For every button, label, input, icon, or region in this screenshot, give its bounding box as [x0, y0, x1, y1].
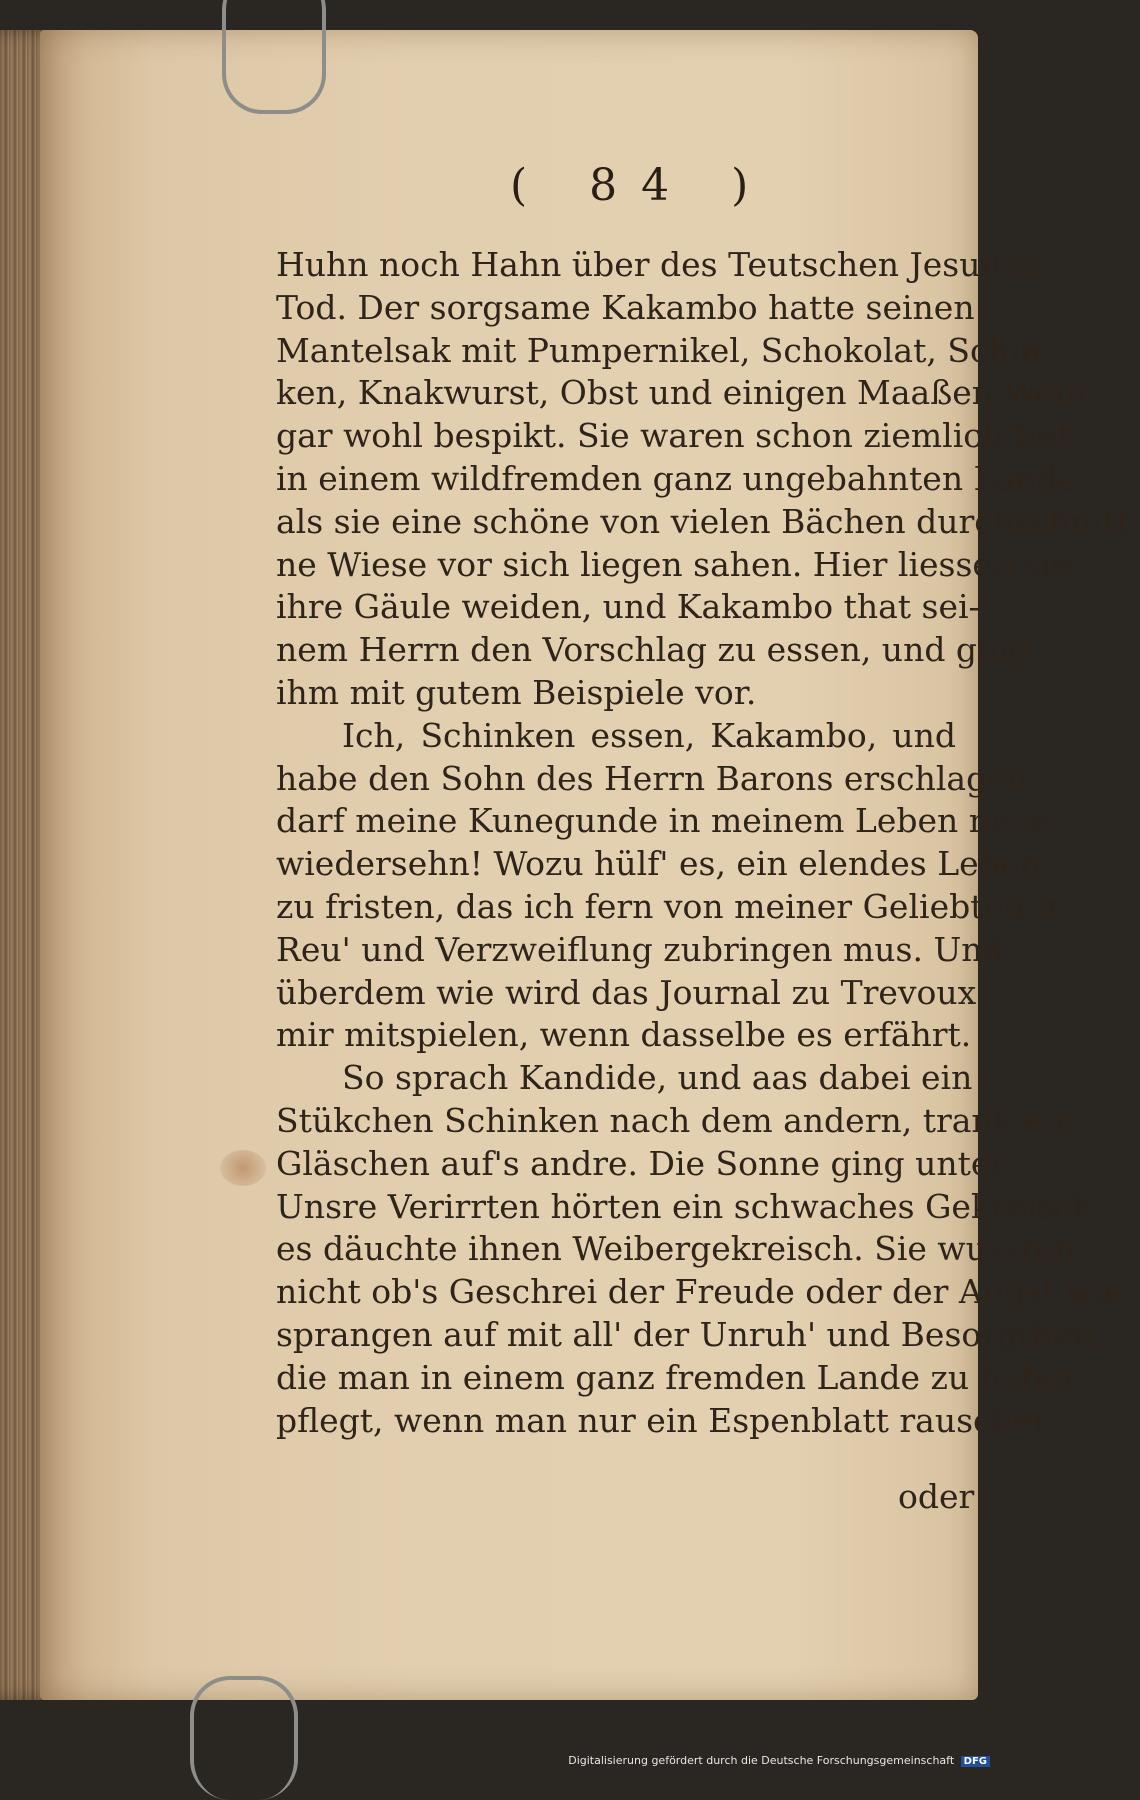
text-line: habe den Sohn des Herrn Barons erschlagen;: [276, 758, 1040, 798]
text-line: Mantelsak mit Pumpernikel, Schokolat, Schin-: [276, 330, 1053, 370]
catchword: oder: [898, 1477, 975, 1516]
text-line: die man in einem ganz fremden Lande zu haben: [276, 1357, 1083, 1397]
text-line: ihm mit gutem Beispiele vor.: [276, 672, 757, 712]
text-line: nem Herrn den Vorschlag zu essen, und ging: [276, 630, 1030, 670]
text-line: Unsre Verirrten hörten ein schwaches Gekreisch;: [276, 1186, 1105, 1226]
body-text: [276, 244, 1140, 1442]
foxing-stain: [220, 1150, 266, 1186]
text-line: wiedersehn! Wozu hülf' es, ein elendes Leben: [276, 844, 1041, 884]
text-line: als sie eine schöne von vielen Bächen durchschnitt-: [276, 501, 1140, 541]
text-line: überdem wie wird das Journal zu Trevoux: [276, 972, 977, 1012]
credit-text: Digitalisierung gefördert durch die Deutsche Forschungsgemeinschaft: [568, 1754, 955, 1767]
text-line: ihre Gäule weiden, und Kakambo that sei-: [276, 587, 980, 627]
text-line: Tod. Der sorgsame Kakambo hatte seinen: [276, 287, 975, 327]
text-line: So sprach Kandide, und aas dabei ein: [342, 1058, 973, 1098]
dfg-logo-icon: DFG: [961, 1756, 990, 1767]
text-line: Stükchen Schinken nach dem andern, trank ein: [276, 1100, 1075, 1140]
text-line: zu fristen, das ich fern von meiner Geliebten in: [276, 886, 1067, 926]
page-number: ( 84 ): [510, 160, 773, 211]
digitization-credit: [568, 1754, 990, 1767]
text-line: es däuchte ihnen Weibergekreisch. Sie wussten: [276, 1229, 1075, 1269]
text-line: mir mitspielen, wenn dasselbe es erfährt.: [276, 1015, 972, 1055]
top-clip-icon: [222, 0, 326, 114]
bottom-clip-icon: [190, 1676, 298, 1800]
text-line: ken, Knakwurst, Obst und einigen Maaßen Wein: [276, 373, 1087, 413]
text-line: Reu' und Verzweiflung zubringen mus. Und: [276, 929, 1004, 969]
text-line: in einem wildfremden ganz ungebahnten Lande,: [276, 458, 1088, 498]
text-line: Huhn noch Hahn über des Teutschen Jesuiten: [276, 245, 1046, 284]
text-line: ne Wiese vor sich liegen sahen. Hier liessen sie: [276, 544, 1071, 584]
text-line: Gläschen auf's andre. Die Sonne ging unter.: [276, 1143, 1014, 1183]
text-line: sprangen auf mit all' der Unruh' und Besorgtheit,: [276, 1314, 1107, 1354]
text-line: darf meine Kunegunde in meinem Leben nicht: [276, 801, 1054, 841]
text-line: pflegt, wenn man nur ein Espenblatt rauschen,: [276, 1400, 1065, 1440]
text-line: gar wohl bespikt. Sie waren schon ziemlich tief: [276, 416, 1070, 456]
text-line: nicht ob's Geschrei der Freude oder der Angst war,: [276, 1272, 1137, 1312]
text-line: Ich, Schinken essen, Kakambo, und: [342, 715, 956, 755]
